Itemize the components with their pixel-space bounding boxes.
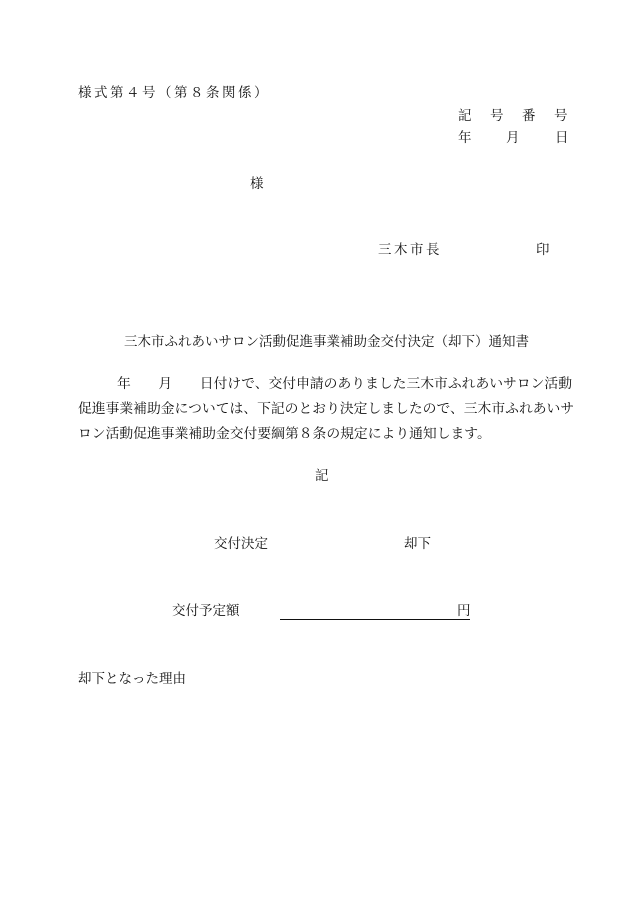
body-text-line: 年 月 日付けで、交付申請のありました三木市ふれあいサロン活動 <box>117 376 573 392</box>
date-year-label: 年 <box>458 130 472 146</box>
body-text-line: 促進事業補助金については、下記のとおり決定しましたので、三木市ふれあいサ <box>78 401 575 417</box>
amount-label: 交付予定額 <box>172 603 240 619</box>
date-day-label: 日 <box>555 130 569 146</box>
date-month-label: 月 <box>506 130 520 146</box>
decision-option-grant: 交付決定 <box>214 536 268 552</box>
issuer-seal-mark: 印 <box>536 242 550 258</box>
addressee-honorific: 様 <box>250 176 264 192</box>
issuer-name: 三木市長 <box>378 242 442 258</box>
body-text-line: ロン活動促進事業補助金交付要綱第８条の規定により通知します。 <box>78 426 491 442</box>
decision-option-reject: 却下 <box>404 536 431 552</box>
amount-blank-line <box>280 619 470 620</box>
document-title: 三木市ふれあいサロン活動促進事業補助金交付決定（却下）通知書 <box>124 334 529 350</box>
ki-heading: 記 <box>315 468 329 484</box>
record-number-label: 記号番号 <box>458 108 586 124</box>
amount-unit: 円 <box>457 603 471 619</box>
form-number: 様式第４号（第８条関係） <box>78 85 270 101</box>
rejection-reason-label: 却下となった理由 <box>78 671 186 687</box>
